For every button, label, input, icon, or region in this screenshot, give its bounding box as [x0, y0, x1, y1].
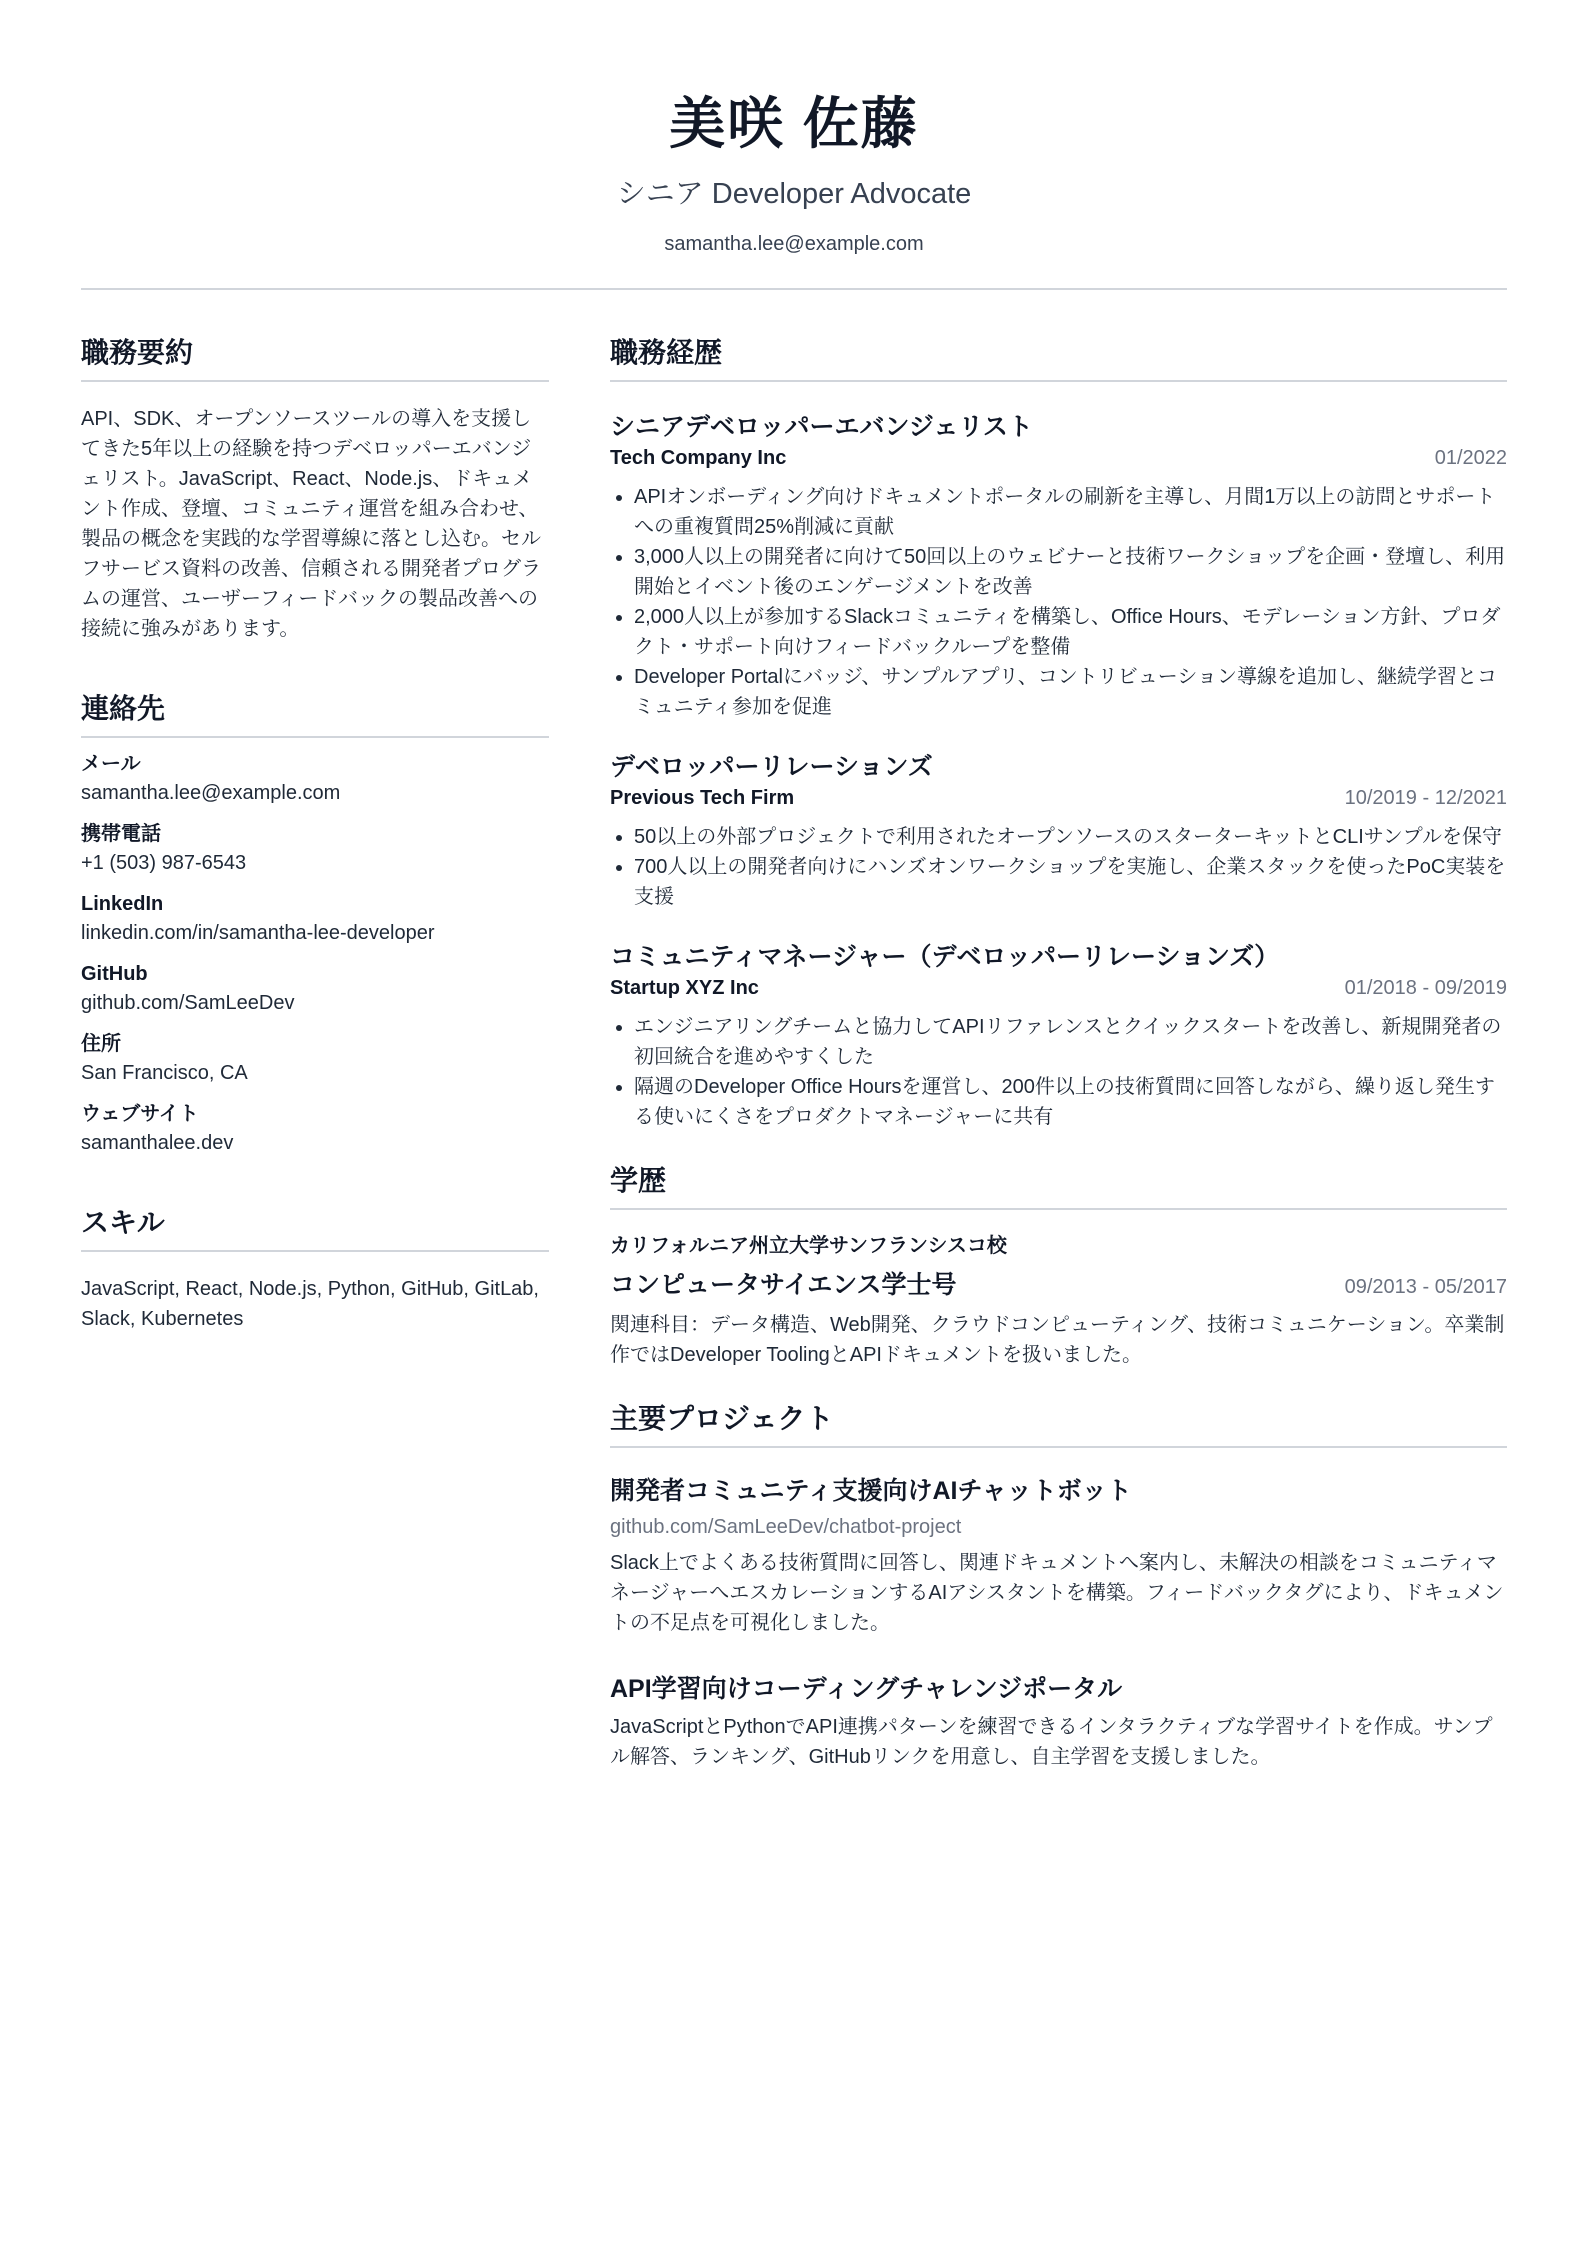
education-degree: コンピュータサイエンス学士号: [610, 1271, 957, 1299]
contact-label-linkedin: LinkedIn: [81, 893, 164, 915]
bullet-dot: [616, 835, 622, 841]
job-title: デベロッパーリレーションズ: [610, 753, 933, 781]
project-title: 開発者コミュニティ支援向けAIチャットボット: [610, 1477, 1132, 1505]
candidate-name: 美咲 佐藤: [669, 92, 919, 155]
right-column: [610, 334, 1507, 1802]
projects-section: [610, 1400, 1507, 1772]
summary-heading: 職務要約: [81, 334, 549, 382]
job-bullet-text: エンジニアリングチームと協力してAPIリファレンスとクイックスタートを改善し、新規開発者の初回統合を進めやすくした: [634, 1016, 1502, 1068]
contact-value-github[interactable]: github.com/SamLeeDev: [81, 992, 295, 1014]
job-bullet: [610, 482, 1507, 542]
job-dates: 01/2022: [1434, 447, 1507, 469]
contact-value-email[interactable]: samantha.lee@example.com: [81, 782, 341, 804]
project-title: API学習向けコーディングチャレンジポータル: [610, 1675, 1123, 1703]
education-section: [610, 1162, 1507, 1370]
bullet-dot: [616, 1085, 622, 1091]
education-dates: 09/2013 - 05/2017: [1344, 1276, 1507, 1298]
job-entry: [610, 750, 1507, 912]
header-divider: [81, 288, 1507, 290]
project-description: JavaScriptとPythonでAPI連携パターンを練習できるインタラクティブな学習サイトを作成。サンプル解答、ランキング、GitHubリンクを用意し、自主学習を支援しました。: [610, 1716, 1493, 1768]
job-meta: [610, 784, 1507, 812]
project-entry: [610, 1474, 1507, 1638]
summary-section: [81, 334, 549, 644]
job-title: シニアデベロッパーエバンジェリスト: [610, 413, 1033, 441]
job-bullet: [610, 662, 1507, 722]
bullet-dot: [616, 865, 622, 871]
bullet-dot: [616, 615, 622, 621]
contact-value-website[interactable]: samanthalee.dev: [81, 1132, 234, 1154]
job-company: Startup XYZ Inc: [610, 977, 759, 999]
bullet-dot: [616, 1025, 622, 1031]
bullet-dot: [616, 675, 622, 681]
summary-text: API、SDK、オープンソースツールの導入を支援してきた5年以上の経験を持つデベロッパーエバンジェリスト。JavaScript、React、Node.js、ドキュメント作成、登壇、コミュニティ運営を組み合わせ、製品の概念を実践的な学習導線に落とし込む。セルフサービス資料の改善、信頼される開発者プログラムの運営、ユーザーフィードバックの製品改善への接続に強みがあります。: [81, 408, 541, 640]
project-link[interactable]: github.com/SamLeeDev/chatbot-project: [610, 1516, 962, 1538]
skills-text: JavaScript, React, Node.js, Python, GitHub, GitLab, Slack, Kubernetes: [81, 1278, 539, 1330]
contact-value-address: San Francisco, CA: [81, 1062, 248, 1084]
contact-label-email: メール: [81, 753, 141, 775]
bullet-dot: [616, 555, 622, 561]
skills-heading: スキル: [81, 1204, 549, 1252]
job-company: Tech Company Inc: [610, 447, 787, 469]
education-school: カリフォルニア州立大学サンフランシスコ校: [610, 1235, 1007, 1257]
resume-header: [81, 0, 1507, 258]
job-bullet-text: 2,000人以上が参加するSlackコミュニティを構築し、Office Hours、モデレーション方針、プロダクト・サポート向けフィードバックループを整備: [634, 606, 1501, 658]
job-bullet-text: 700人以上の開発者向けにハンズオンワークショップを実施し、企業スタックを使ったPoC実装を支援: [634, 856, 1506, 908]
job-dates: 10/2019 - 12/2021: [1344, 787, 1507, 809]
header-email: samantha.lee@example.com: [664, 233, 924, 255]
project-entry: [610, 1672, 1507, 1772]
contact-label-website: ウェブサイト: [81, 1103, 199, 1125]
project-description: Slack上でよくある技術質問に回答し、関連ドキュメントへ案内し、未解決の相談をコミュニティマネージャーへエスカレーションするAIアシスタントを構築。フィードバックタグにより、ドキュメントの不足点を可視化しました。: [610, 1552, 1504, 1634]
job-entry: [610, 940, 1507, 1132]
job-entry: [610, 410, 1507, 722]
bullet-dot: [616, 495, 622, 501]
contact-section: [81, 690, 549, 1158]
education-row: [610, 1268, 1507, 1302]
contact-heading: 連絡先: [81, 690, 549, 738]
contact-value-phone: +1 (503) 987-6543: [81, 852, 247, 874]
job-bullet: [610, 542, 1507, 602]
left-column: [81, 334, 549, 1802]
contact-label-github: GitHub: [81, 963, 148, 985]
job-bullet: [610, 1072, 1507, 1132]
job-bullet: [610, 822, 1507, 852]
job-bullet-text: 隔週のDeveloper Office Hoursを運営し、200件以上の技術質問に回答しながら、繰り返し発生する使いにくさをプロダクトマネージャーに共有: [634, 1076, 1495, 1128]
education-description: 関連科目：データ構造、Web開発、クラウドコンピューティング、技術コミュニケーション。卒業制作ではDeveloper ToolingとAPIドキュメントを扱いました。: [610, 1314, 1505, 1366]
job-bullets: [610, 482, 1507, 722]
job-bullet: [610, 602, 1507, 662]
job-bullets: [610, 822, 1507, 912]
candidate-title: シニア Developer Advocate: [616, 178, 972, 210]
resume-columns: [81, 334, 1507, 1802]
job-dates: 01/2018 - 09/2019: [1344, 977, 1507, 999]
job-bullet: [610, 852, 1507, 912]
job-bullet: [610, 1012, 1507, 1072]
experience-section: [610, 334, 1507, 1132]
job-bullet-text: 3,000人以上の開発者に向けて50回以上のウェビナーと技術ワークショップを企画・登壇し、利用開始とイベント後のエンゲージメントを改善: [634, 546, 1506, 598]
job-bullet-text: 50以上の外部プロジェクトで利用されたオープンソースのスターターキットとCLIサンプルを保守: [634, 826, 1502, 848]
job-bullets: [610, 1012, 1507, 1132]
job-company: Previous Tech Firm: [610, 787, 795, 809]
experience-heading: 職務経歴: [610, 334, 1507, 382]
job-bullet-text: APIオンボーディング向けドキュメントポータルの刷新を主導し、月間1万以上の訪問とサポートへの重複質問25%削減に貢献: [634, 486, 1496, 538]
contact-label-address: 住所: [81, 1033, 121, 1055]
job-bullet-text: Developer Portalにバッジ、サンプルアプリ、コントリビューション導線を追加し、継続学習とコミュニティ参加を促進: [634, 666, 1497, 718]
skills-section: [81, 1204, 549, 1334]
projects-heading: 主要プロジェクト: [610, 1400, 1507, 1448]
job-meta: [610, 974, 1507, 1002]
contact-value-linkedin[interactable]: linkedin.com/in/samantha-lee-developer: [81, 922, 435, 944]
job-meta: [610, 444, 1507, 472]
contact-label-phone: 携帯電話: [81, 823, 161, 845]
job-title: コミュニティマネージャー（デベロッパーリレーションズ）: [610, 943, 1280, 971]
education-heading: 学歴: [610, 1162, 1507, 1210]
contact-list: [81, 750, 549, 1158]
